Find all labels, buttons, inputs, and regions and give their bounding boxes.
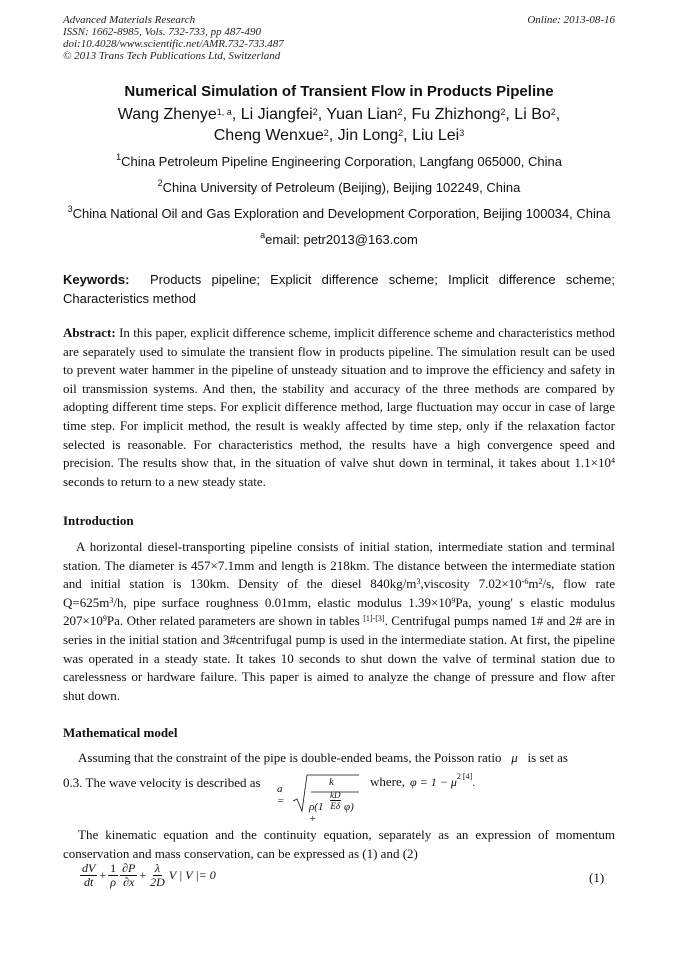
keywords-label: Keywords: <box>63 272 130 287</box>
affiliation-1: $^1$China Petroleum Pipeline Engineering Corporation, Langfang 065000, China <box>116 152 562 169</box>
math-paragraph-2: 0.3. The wave velocity is described as <box>63 775 261 790</box>
kd-fraction: kD Eδ <box>330 790 341 811</box>
keywords <box>63 270 615 308</box>
math-paragraph-1: Assuming that the constraint of the pipe is double-ended beams, the Poisson ratio μ is set as <box>78 750 568 765</box>
author: Li Jiangfei$^2$, <box>240 106 327 123</box>
journal-header <box>63 14 284 62</box>
email-line: $^a$email: petr2013@163.com <box>260 230 418 247</box>
author: Jin Long$^2$, <box>337 127 413 144</box>
introduction-heading: Introduction <box>63 513 134 528</box>
author: Yuan Lian$^2$, <box>326 106 412 123</box>
where-label: where, <box>370 774 406 789</box>
doi-line: doi:10.4028/www.scientific.net/AMR.732-733.487 <box>63 38 284 50</box>
equation-number-1: (1) <box>589 870 605 885</box>
author: Wang Zhenye$^{1, a}$, <box>117 106 241 123</box>
affiliation-2: $^2$China University of Petroleum (Beijing), Beijing 102249, China <box>157 178 521 195</box>
author: Liu Lei$^3$ <box>412 127 465 144</box>
author-list <box>63 104 615 146</box>
phi-equation: $\varphi = 1 - \mu^{2 [4]}$. <box>410 772 476 789</box>
affiliation-3: $^3$China National Oil and Gas Exploration and Development Corporation, Beijing 100034, China <box>67 204 611 221</box>
copyright-line: © 2013 Trans Tech Publications Ltd, Switzerland <box>63 50 281 62</box>
citation-ref: [1]-[3] <box>363 614 385 624</box>
issn-line: ISSN: 1662-8985, Vols. 732-733, pp 487-490 <box>63 26 261 38</box>
math-paragraph-3: The kinematic equation and the continuity equation, separately as an expression of momentum conservation and mass conservation, can be expressed as (1) and (2) <box>63 827 615 861</box>
abstract: Abstract: In this paper, explicit difference scheme, implicit difference scheme and characteristics method are separately used to simulate the transient flow in products pipeline. The simulation result can be used to prevent water hammer in the pipeline of unsteady situation and to improve the efficiency and safety in oil transmission systems. And then, the stability and accuracy of the three methods are compared by adopting different time steps. For explicit difference method, large fluctuation may occur in case of large time step. For implicit method, the result is weakly affected by time step, only if the relaxation factor selected is reasonable. For characteristics method, the results have a high convergence speed and precision. The results show that, in the situation of valve shut down in terminal, it takes about $1.1\times 10^4$ seconds to return to a new steady state. <box>63 325 615 489</box>
momentum-equation: $\frac{dV}{dt}$ + $\frac{1}{\rho}$ $\frac{\partial P}{\partial x}$ + $\frac{\lambda}{2D}$ V | V |= 0 <box>82 861 216 889</box>
mu-symbol: μ <box>511 750 518 765</box>
author: Cheng Wenxue$^2$, <box>213 127 338 144</box>
online-date: Online: 2013-08-16 <box>527 14 615 26</box>
introduction-paragraph: A horizontal diesel-transporting pipeline consists of initial station, intermediate station and terminal station. The diameter is 457×7.1mm and length is 218km. The distance between the intermediate station and initial station is 130km. Density of the diesel $840kg/m^3,viscosity$ $7.02\times 10^{-6}m^2/s$, flow rate $Q=625m^3/h$, pipe surface roughness 0.01mm, elastic modulus $1.39\times 10^9Pa$, young' s elastic modulus $207\times 10^9Pa$. Other related parameters are shown in tables [1]-[3]. Centrifugal pumps named 1# and 2# are in series in the initial station and 3#centrifugal pump is used in the intermediate station. At first, the pipeline was operated in a steady state. It takes 10 seconds to shut down the valve of terminal station due to carelessness or hardware failure. This paper is aimed to analyze the change of pressure and flow after shut down. <box>63 539 616 703</box>
journal-name: Advanced Materials Research <box>63 14 196 26</box>
abstract-label: Abstract: <box>63 325 116 340</box>
author: Fu Zhizhong$^2$, <box>411 106 515 123</box>
author: Li Bo$^2$, <box>514 106 561 123</box>
keywords-text: Products pipeline; Explicit difference scheme; Implicit difference scheme; Characteristics method <box>63 272 616 306</box>
math-model-heading: Mathematical model <box>63 725 178 740</box>
paper-title: Numerical Simulation of Transient Flow in Products Pipeline <box>124 83 554 100</box>
